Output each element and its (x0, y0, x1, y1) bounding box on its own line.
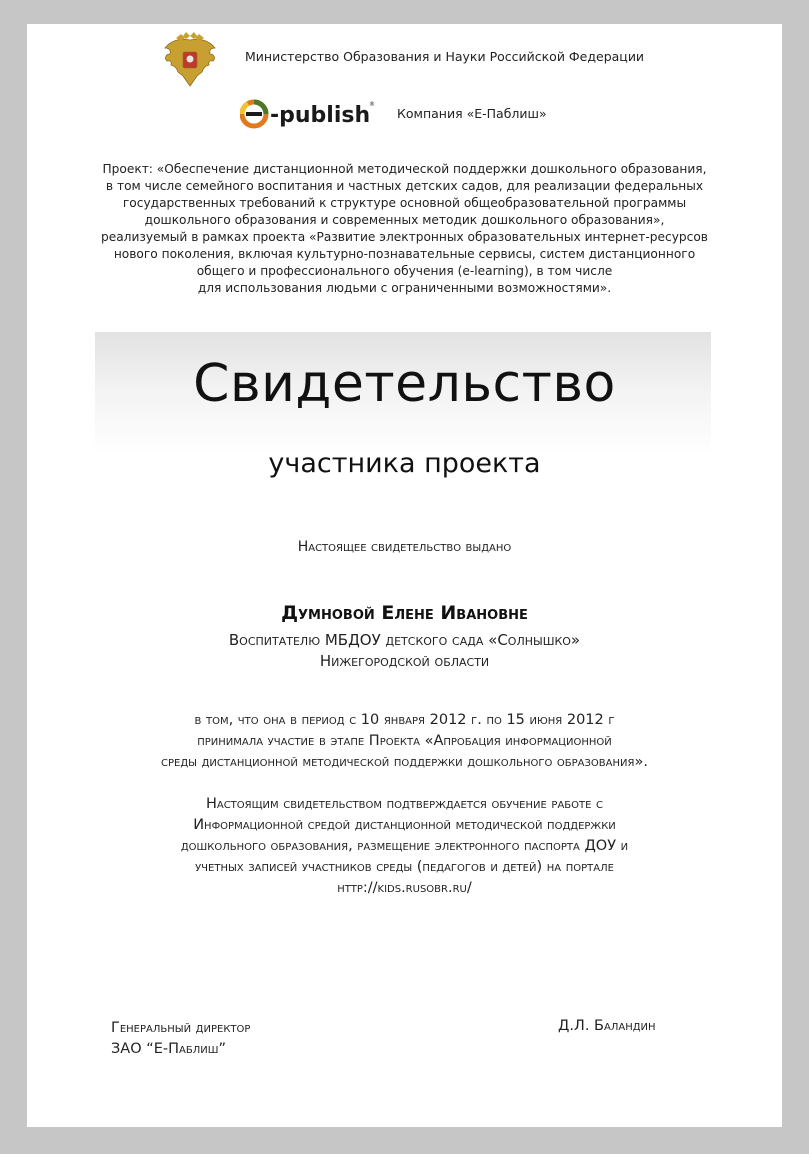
project-line: в том числе семейного воспитания и частных детских садов, для реализации федеральных (105, 179, 704, 193)
svg-text:®: ® (369, 101, 375, 108)
participation-paragraph (27, 710, 782, 773)
e-publish-logo (240, 96, 376, 130)
recipient-position (27, 630, 782, 672)
issued-to-label: Настоящее свидетельство выдано (297, 539, 512, 555)
svg-text:-publish: -publish (270, 103, 371, 128)
role-company: ЗАО “Е-Паблиш” (111, 1041, 226, 1057)
project-line: реализуемый в рамках проекта «Развитие электронных образовательных интернет-ресурсов (100, 230, 708, 244)
paragraph-line: принимала участие в этапе Проекта «Апробация информационной (197, 733, 612, 749)
paragraph-line: среды дистанционной методической поддержки дошкольного образования». (161, 754, 648, 770)
certificate-title: Свидетельство (193, 354, 616, 414)
role-title: Генеральный директор (111, 1020, 251, 1036)
project-line: нового поколения, включая культурно-познавательные сервисы, систем дистанционного (113, 247, 696, 261)
signer-name: Д.Л. Баландин (558, 1018, 656, 1034)
certificate-sheet (27, 24, 782, 1127)
project-line: государственных требований к структуре основной общеобразовательной программы (122, 196, 687, 210)
project-line: общего и профессионального обучения (e-learning), в том числе (196, 264, 613, 278)
region-line: Нижегородской области (319, 652, 490, 670)
company-name: Компания «Е-Паблиш» (397, 106, 547, 121)
signature-role (111, 1018, 250, 1060)
portal-url: http://kids.rusobr.ru/ (337, 880, 472, 896)
paragraph-line: учетных записей участников среды (педагогов и детей) на портале (195, 859, 614, 875)
position-line: Воспитателю МБДОУ детского сада «Солнышко» (228, 631, 581, 649)
certificate-subtitle: участника проекта (268, 448, 541, 479)
russian-coat-of-arms-icon (161, 30, 219, 90)
paragraph-line: в том, что она в период с 10 января 2012 г. по 15 июня 2012 г (194, 712, 615, 728)
paragraph-line: Информационной средой дистанционной методической поддержки (193, 817, 616, 833)
project-description (67, 161, 742, 297)
project-line: Проект: «Обеспечение дистанционной методической поддержки дошкольного образования, (102, 162, 707, 176)
paragraph-line: дошкольного образования, размещение электронного паспорта ДОУ и (180, 838, 629, 854)
paragraph-line: Настоящим свидетельством подтверждается обучение работе с (205, 796, 604, 812)
ministry-name: Министерство Образования и Науки Российской Федерации (245, 49, 645, 64)
recipient-name: Думновой Елене Ивановне (281, 602, 528, 624)
project-line: дошкольного образования и современных методик дошкольного образования», (144, 213, 665, 227)
confirmation-paragraph (27, 794, 782, 899)
project-line: для использования людьми с ограниченными возможностями». (197, 281, 612, 295)
